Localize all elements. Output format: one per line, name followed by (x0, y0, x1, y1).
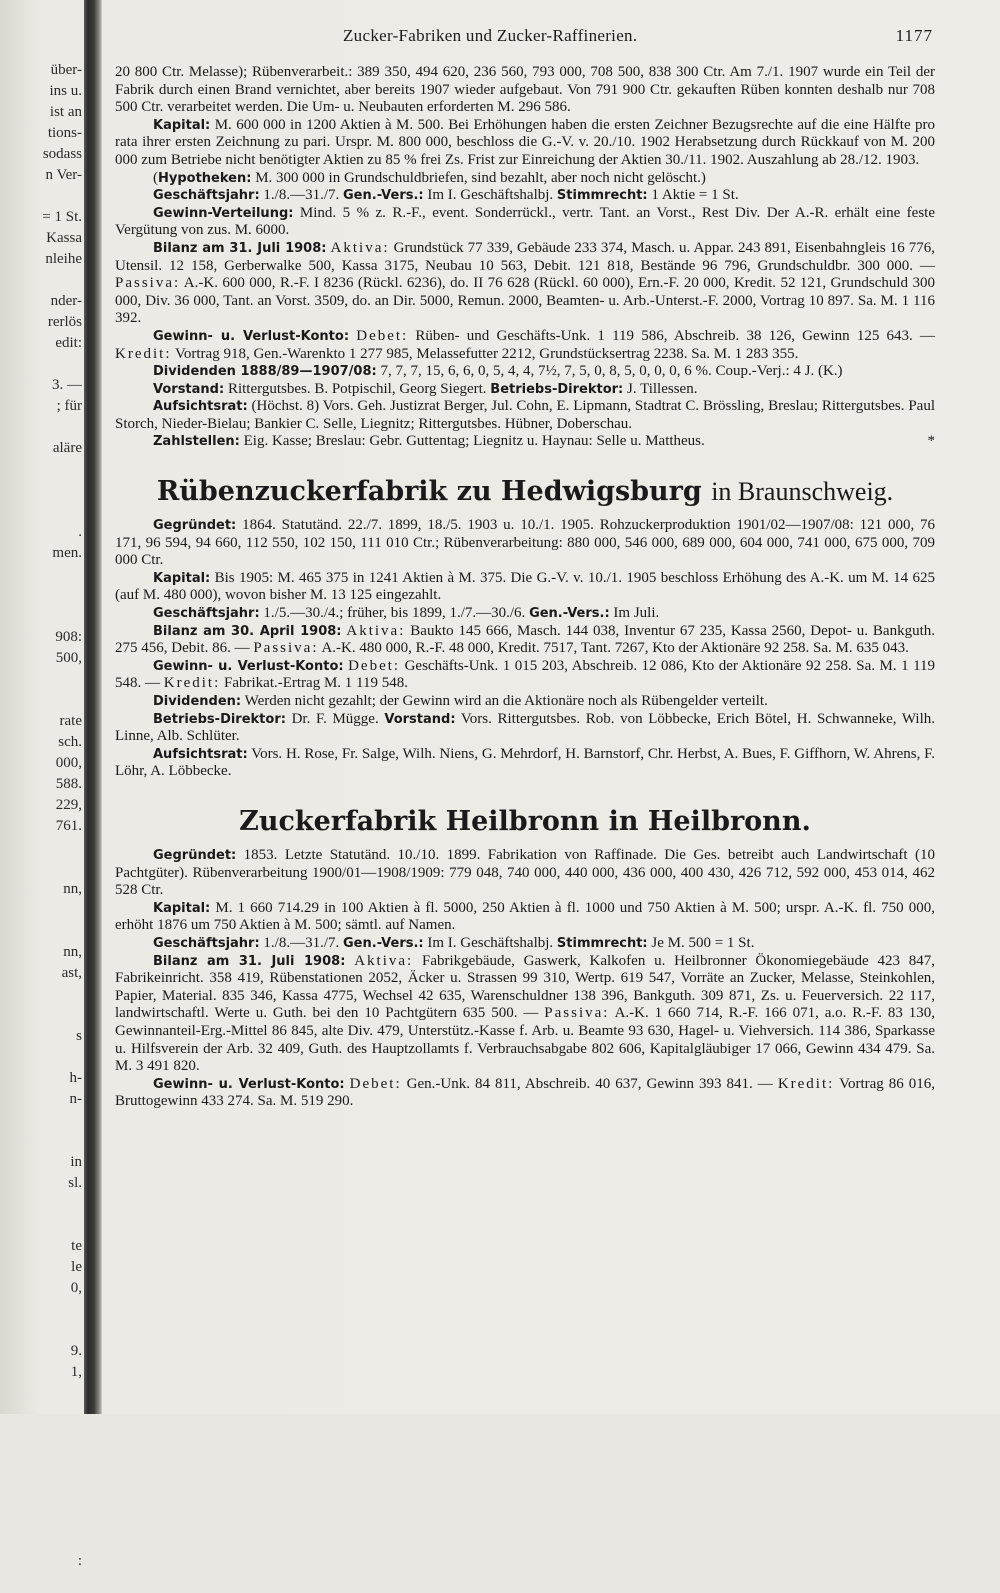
left-fragment-line: s (76, 1028, 82, 1044)
left-fragment-line: in (70, 1154, 82, 1170)
s1-hypotheken: (Hypotheken: M. 300 000 in Grundschuldbriefen, sind bezahlt, aber noch nicht gelöscht.) (153, 169, 706, 186)
book-gutter (84, 0, 102, 1414)
left-fragment-line: nleihe (45, 251, 82, 267)
left-fragment-line: ; für (56, 398, 82, 414)
left-fragment-line (0, 1446, 82, 1467)
left-fragment-line: 0, (70, 1280, 82, 1296)
s1-vorstand: Vorstand: Rittergutsbes. B. Potpischil, Georg Siegert. Betriebs-Direktor: J. Tillessen. (153, 380, 698, 397)
left-fragment-line: men. (52, 545, 82, 561)
left-fragment-line: 1, (70, 1364, 82, 1380)
left-fragment-line: nder- (50, 293, 82, 309)
left-fragment-line (0, 480, 82, 501)
left-fragment-line: 229, (55, 797, 82, 813)
s3-company-title: Zuckerfabrik Heilbronn in Heilbronn. (239, 805, 811, 837)
left-fragment-line: über- (50, 62, 82, 78)
left-fragment-line (0, 837, 82, 858)
header-title: Zucker-Fabriken und Zucker-Raffinerien. (343, 26, 638, 45)
s2-dividenden: Dividenden: Werden nicht gezahlt; der Gewinn wird an die Aktionäre noch als Rübengelder verteilt. (153, 693, 768, 709)
left-fragment-line: : (77, 1553, 82, 1569)
main-text-column (115, 64, 935, 1111)
left-fragment-line (0, 1320, 82, 1341)
left-fragment-line (0, 1110, 82, 1131)
left-fragment-line: n- (69, 1091, 82, 1107)
left-fragment-line: sodass (42, 146, 82, 162)
s2-company-title: Rübenzuckerfabrik zu Hedwigsburg in Braunschweig. (156, 476, 894, 508)
s2-gegruendet: Gegründet: 1864. Statutänd. 22./7. 1899, 18./5. 1903 u. 10./1. 1905. Rohzuckerproduktion 1901/02—1907/08: 121 000, 76 171, 96 594, 94 660, 112 550, 102 150, 111 010 Ctr.; Rübenverarbeitung: 880 000, 546 000, 689 000, 604 000, 741 000, 675 000, 709 000 Ctr. (115, 517, 936, 569)
s1-kapital: Kapital: M. 600 000 in 1200 Aktien à M. 500. Bei Erhöhungen haben die ersten Zeichner Bezugsrechte auf die eine Hälfte pro rata ihrer ersten Zeichnung zu pari. Urspr. M. 800 000, beschloss die G.-V. v. 20./10. 1902 Herabsetzung durch Rückkauf von M. 200 000 zum Betriebe nicht benötigter Aktien zu 85 % frei Zs. Frist zur Einreichung der Aktien 30./11. 1902. Auszahlung ab 28./12. 1903. (115, 116, 936, 168)
page-number: 1177 (895, 26, 933, 45)
left-fragment-line (0, 1509, 82, 1530)
s3-kapital: Kapital: M. 1 660 714.29 in 100 Aktien à fl. 5000, 250 Aktien à fl. 1000 und 750 Aktien à M. 500; urspr. A.-K. fl. 750 000, erhöht 1876 um 750 Aktien à M. 500; sämtl. auf Namen. (115, 899, 936, 934)
left-fragment-line (0, 900, 82, 921)
left-fragment-line (0, 984, 82, 1005)
left-fragment-line: 500, (55, 650, 82, 666)
left-fragment-line (0, 1005, 82, 1026)
s1-bilanz: Bilanz am 31. Juli 1908: Aktiva: Grundstück 77 339, Gebäude 233 374, Masch. u. Appar. 243 891, Eisenbahngleis 16 776, Utensil. 12 158, Gerberwalke 500, Kassa 3175, Neubau 10 563, Debit. 121 818, Bestände 96 796, Grundschuldbr. 300 000. — Passiva: A.-K. 600 000, R.-F. I 8236 (Rückl. 6236), do. II 76 628 (Rückl. 60 000), Ern.-F. 20 000, Kredit. 52 121, Grundschuld 300 000, Div. 36 000, Tant. an Vorst. 3509, do. an Dir. 5000, Remun. 2000, Beamten- u. Arb.-Unterst.-F. 2000, Vortrag 10 897. Sa. M. 1 116 392. (115, 239, 936, 327)
s3-geschaeftsjahr: Geschäftsjahr: 1./8.—31./7. Gen.-Vers.: Im I. Geschäftshalbj. Stimmrecht: Je M. 500 = 1 St. (153, 934, 755, 951)
s1-zahlstellen: Zahlstellen: Eig. Kasse; Breslau: Gebr. Guttentag; Liegnitz u. Haynau: Selle u. Mattheus. * (153, 433, 935, 450)
left-fragment-line (0, 1131, 82, 1152)
left-fragment-line (0, 858, 82, 879)
left-fragment-line (0, 921, 82, 942)
footnote-star: * (927, 433, 935, 450)
s1-geschaeftsjahr: Geschäftsjahr: 1./8.—31./7. Gen.-Vers.: Im I. Geschäftshalbj. Stimmrecht: 1 Aktie = 1 St. (153, 187, 739, 204)
s1-aufsichtsrat: Aufsichtsrat: (Höchst. 8) Vors. Geh. Justizrat Berger, Jul. Cohn, E. Lipmann, Stadtrat C. Brössling, Breslau; Rittergutsbes. Paul Storch, Nieder-Bielau; Bankier C. Selle, Liegnitz; Rittergutsbes. Hübner, Doberschau. (115, 398, 936, 432)
left-fragment-line (0, 585, 82, 606)
left-fragment-line: = 1 St. (42, 209, 82, 225)
left-fragment-line (0, 1215, 82, 1236)
left-fragment-line: 9. (70, 1343, 82, 1359)
left-fragment-line: nn, (63, 944, 82, 960)
left-fragment-line (0, 1383, 82, 1404)
left-fragment-line (0, 501, 82, 522)
left-fragment-line: Kassa (46, 230, 82, 246)
left-fragment-line (0, 186, 82, 207)
left-fragment-line: . (78, 524, 82, 540)
left-fragment-line (0, 690, 82, 711)
left-fragment-line: 761. (55, 818, 82, 834)
s3-bilanz: Bilanz am 31. Juli 1908: Aktiva: Fabrikgebäude, Gaswerk, Kalkofen u. Heilbronner Ökonomiegebäude 423 847, Fabrikeinricht. 358 419, Rübenstationen 2052, Äcker u. Strassen 99 310, Wertp. 619 547, Vorräte an Zucker, Melasse, Steinkohlen, Papier, Material. 835 346, Kassa 4775, Wechsel 42 635, Warenschuldner 138 396, Bankguth. 309 871, Zs. u. Feuerversich. 22 117, landwirtschaftl. Werte u. Guth. bei den 10 Pachtgütern 635 500. — Passiva: A.-K. 1 660 714, R.-F. 166 071, a.o. R.-F. 83 130, Gewinnanteil-Erg.-Mittel 86 845, alte Div. 479, Unterstütz.-Kasse f. Arb. u. Beamte 93 630, Hagel- u. Viehversich. 114 386, Sparkasse u. Hilfsverein der Arb. 32 409, Guth. des Hauptzollamts f. Verbrauchsabgabe 802 606, Kapitalgläubiger 17 066, Gewinn 434 479. Sa. M. 3 491 820. (115, 952, 936, 1075)
left-fragment-line (0, 1425, 82, 1446)
left-fragment-line (0, 564, 82, 585)
left-fragment-line (0, 354, 82, 375)
left-fragment-line: 588. (55, 776, 82, 792)
left-fragment-line (0, 669, 82, 690)
left-fragment-line: n Ver- (45, 167, 82, 183)
s2-kapital: Kapital: Bis 1905: M. 465 375 in 1241 Aktien à M. 375. Die G.-V. v. 10./1. 1905 beschloss Erhöhung des A.-K. um M. 14 625 (auf M. 480 000), wovon bisher M. 13 125 eingezahlt. (115, 569, 935, 604)
left-fragment-line: 000, (55, 755, 82, 771)
left-fragment-line (0, 1299, 82, 1320)
left-fragment-line: sch. (58, 734, 82, 750)
left-fragment-line: aläre (52, 440, 82, 456)
left-fragment-line: ins u. (49, 83, 82, 99)
running-header (115, 26, 935, 50)
s3-gewinn-verlust: Gewinn- u. Verlust-Konto: Debet: Gen.-Unk. 84 811, Abschreib. 40 637, Gewinn 393 841. — Kredit: Vortrag 86 016, Bruttogewinn 433 274. Sa. M. 519 290. (115, 1075, 936, 1110)
s1-gewinn-verlust: Gewinn- u. Verlust-Konto: Debet: Rüben- und Geschäfts-Unk. 1 119 586, Abschreib. 38 126, Gewinn 125 643. — Kredit: Vortrag 918, Gen.-Warenkto 1 277 985, Melassefutter 2212, Grundstücksertrag 2238. Sa. M. 1 283 355. (115, 327, 935, 362)
left-fragment-line (0, 606, 82, 627)
left-fragment-line (0, 1404, 82, 1425)
left-fragment-line: edit: (55, 335, 82, 351)
s2-direktor-vorstand: Betriebs-Direktor: Dr. F. Mügge. Vorstand: Vors. Rittergutsbes. Rob. von Löbbecke, Erich Bötel, H. Schwanneke, Wilh. Linne, Alb. Schlüter. (115, 710, 935, 745)
s2-aufsichtsrat: Aufsichtsrat: Vors. H. Rose, Fr. Salge, Wilh. Niens, G. Mehrdorf, H. Barnstorf, Chr. Herbst, A. Bues, F. Giffhorn, W. Ahrens, F. Löhr, A. Löbbecke. (115, 745, 935, 780)
left-fragment-line: tions- (47, 125, 82, 141)
left-fragment-line: ast, (61, 965, 82, 981)
left-fragment-line (0, 459, 82, 480)
left-fragment-line (0, 417, 82, 438)
s1-production-paragraph: 20 800 Ctr. Melasse); Rübenverarbeit.: 389 350, 494 620, 236 560, 793 000, 708 500, 838 300 Ctr. Am 7./1. 1907 wurde ein Teil der Fabrik durch einen Brand vernichtet, aber bereits 1907 wieder aufgebaut. Von 791 900 Ctr. gekauften Rüben konnten deshalb nur 708 500 Ctr. verarbeitet werden. Die Um- u. Neubauten erforderten M. 296 586. (115, 64, 935, 116)
left-page-fragment-column (0, 60, 82, 1593)
left-fragment-line: te (71, 1238, 82, 1254)
left-fragment-line (0, 1047, 82, 1068)
left-fragment-line (0, 1488, 82, 1509)
s2-gewinn-verlust: Gewinn- u. Verlust-Konto: Debet: Geschäfts-Unk. 1 015 203, Abschreib. 12 086, Kto der Aktionäre 92 258. Sa. M. 1 119 548. — Kredit: Fabrikat.-Ertrag M. 1 119 548. (115, 657, 936, 692)
left-fragment-line: nn, (63, 881, 82, 897)
left-fragment-line (0, 1530, 82, 1551)
s3-gegruendet: Gegründet: 1853. Letzte Statutänd. 10./10. 1899. Fabrikation von Raffinade. Die Ges. betreibt auch Landwirtschaft (10 Pachtgüter). Rübenverarbeitung 1900/01—1908/1909: 779 048, 740 000, 440 000, 436 000, 400 430, 426 712, 592 000, 453 014, 462 528 Ctr. (115, 846, 936, 899)
left-fragment-line (0, 270, 82, 291)
s2-geschaeftsjahr: Geschäftsjahr: 1./5.—30./4.; früher, bis 1899, 1./7.—30./6. Gen.-Vers.: Im Juli. (153, 605, 660, 622)
left-fragment-line: ist an (49, 104, 82, 120)
s1-gewinn-verteilung: Gewinn-Verteilung: Mind. 5 % z. R.-F., event. Sonderrückl., vertr. Tant. an Vorst., Rest Div. Der A.-R. erhält eine feste Vergütung von zus. M. 6000. (115, 204, 935, 239)
s2-bilanz: Bilanz am 30. April 1908: Aktiva: Baukto 145 666, Masch. 144 038, Inventur 67 235, Kassa 2560, Depot- u. Bankguth. 275 456, Debit. 86. — Passiva: A.-K. 480 000, R.-F. 48 000, Kredit. 7517, Tant. 7267, Kto der Aktionäre 92 258. Sa. M. 635 043. (115, 622, 936, 657)
left-fragment-line (0, 1467, 82, 1488)
left-fragment-line: le (71, 1259, 82, 1275)
left-fragment-line (0, 1194, 82, 1215)
left-fragment-line: h- (69, 1070, 82, 1086)
left-fragment-line: 908: (55, 629, 82, 645)
s1-dividenden: Dividenden 1888/89—1907/08: 7, 7, 7, 15, 6, 6, 0, 5, 4, 4, 7½, 7, 5, 0, 8, 5, 0, 0, 0, 6 %. Coup.-Verj.: 4 J. (K.) (153, 363, 843, 380)
left-fragment-line: 3. — (52, 377, 82, 393)
left-fragment-line: sl. (68, 1175, 82, 1191)
left-fragment-line: rerlös (47, 314, 82, 330)
left-fragment-line (0, 1572, 82, 1593)
left-fragment-line: rate (59, 713, 82, 729)
